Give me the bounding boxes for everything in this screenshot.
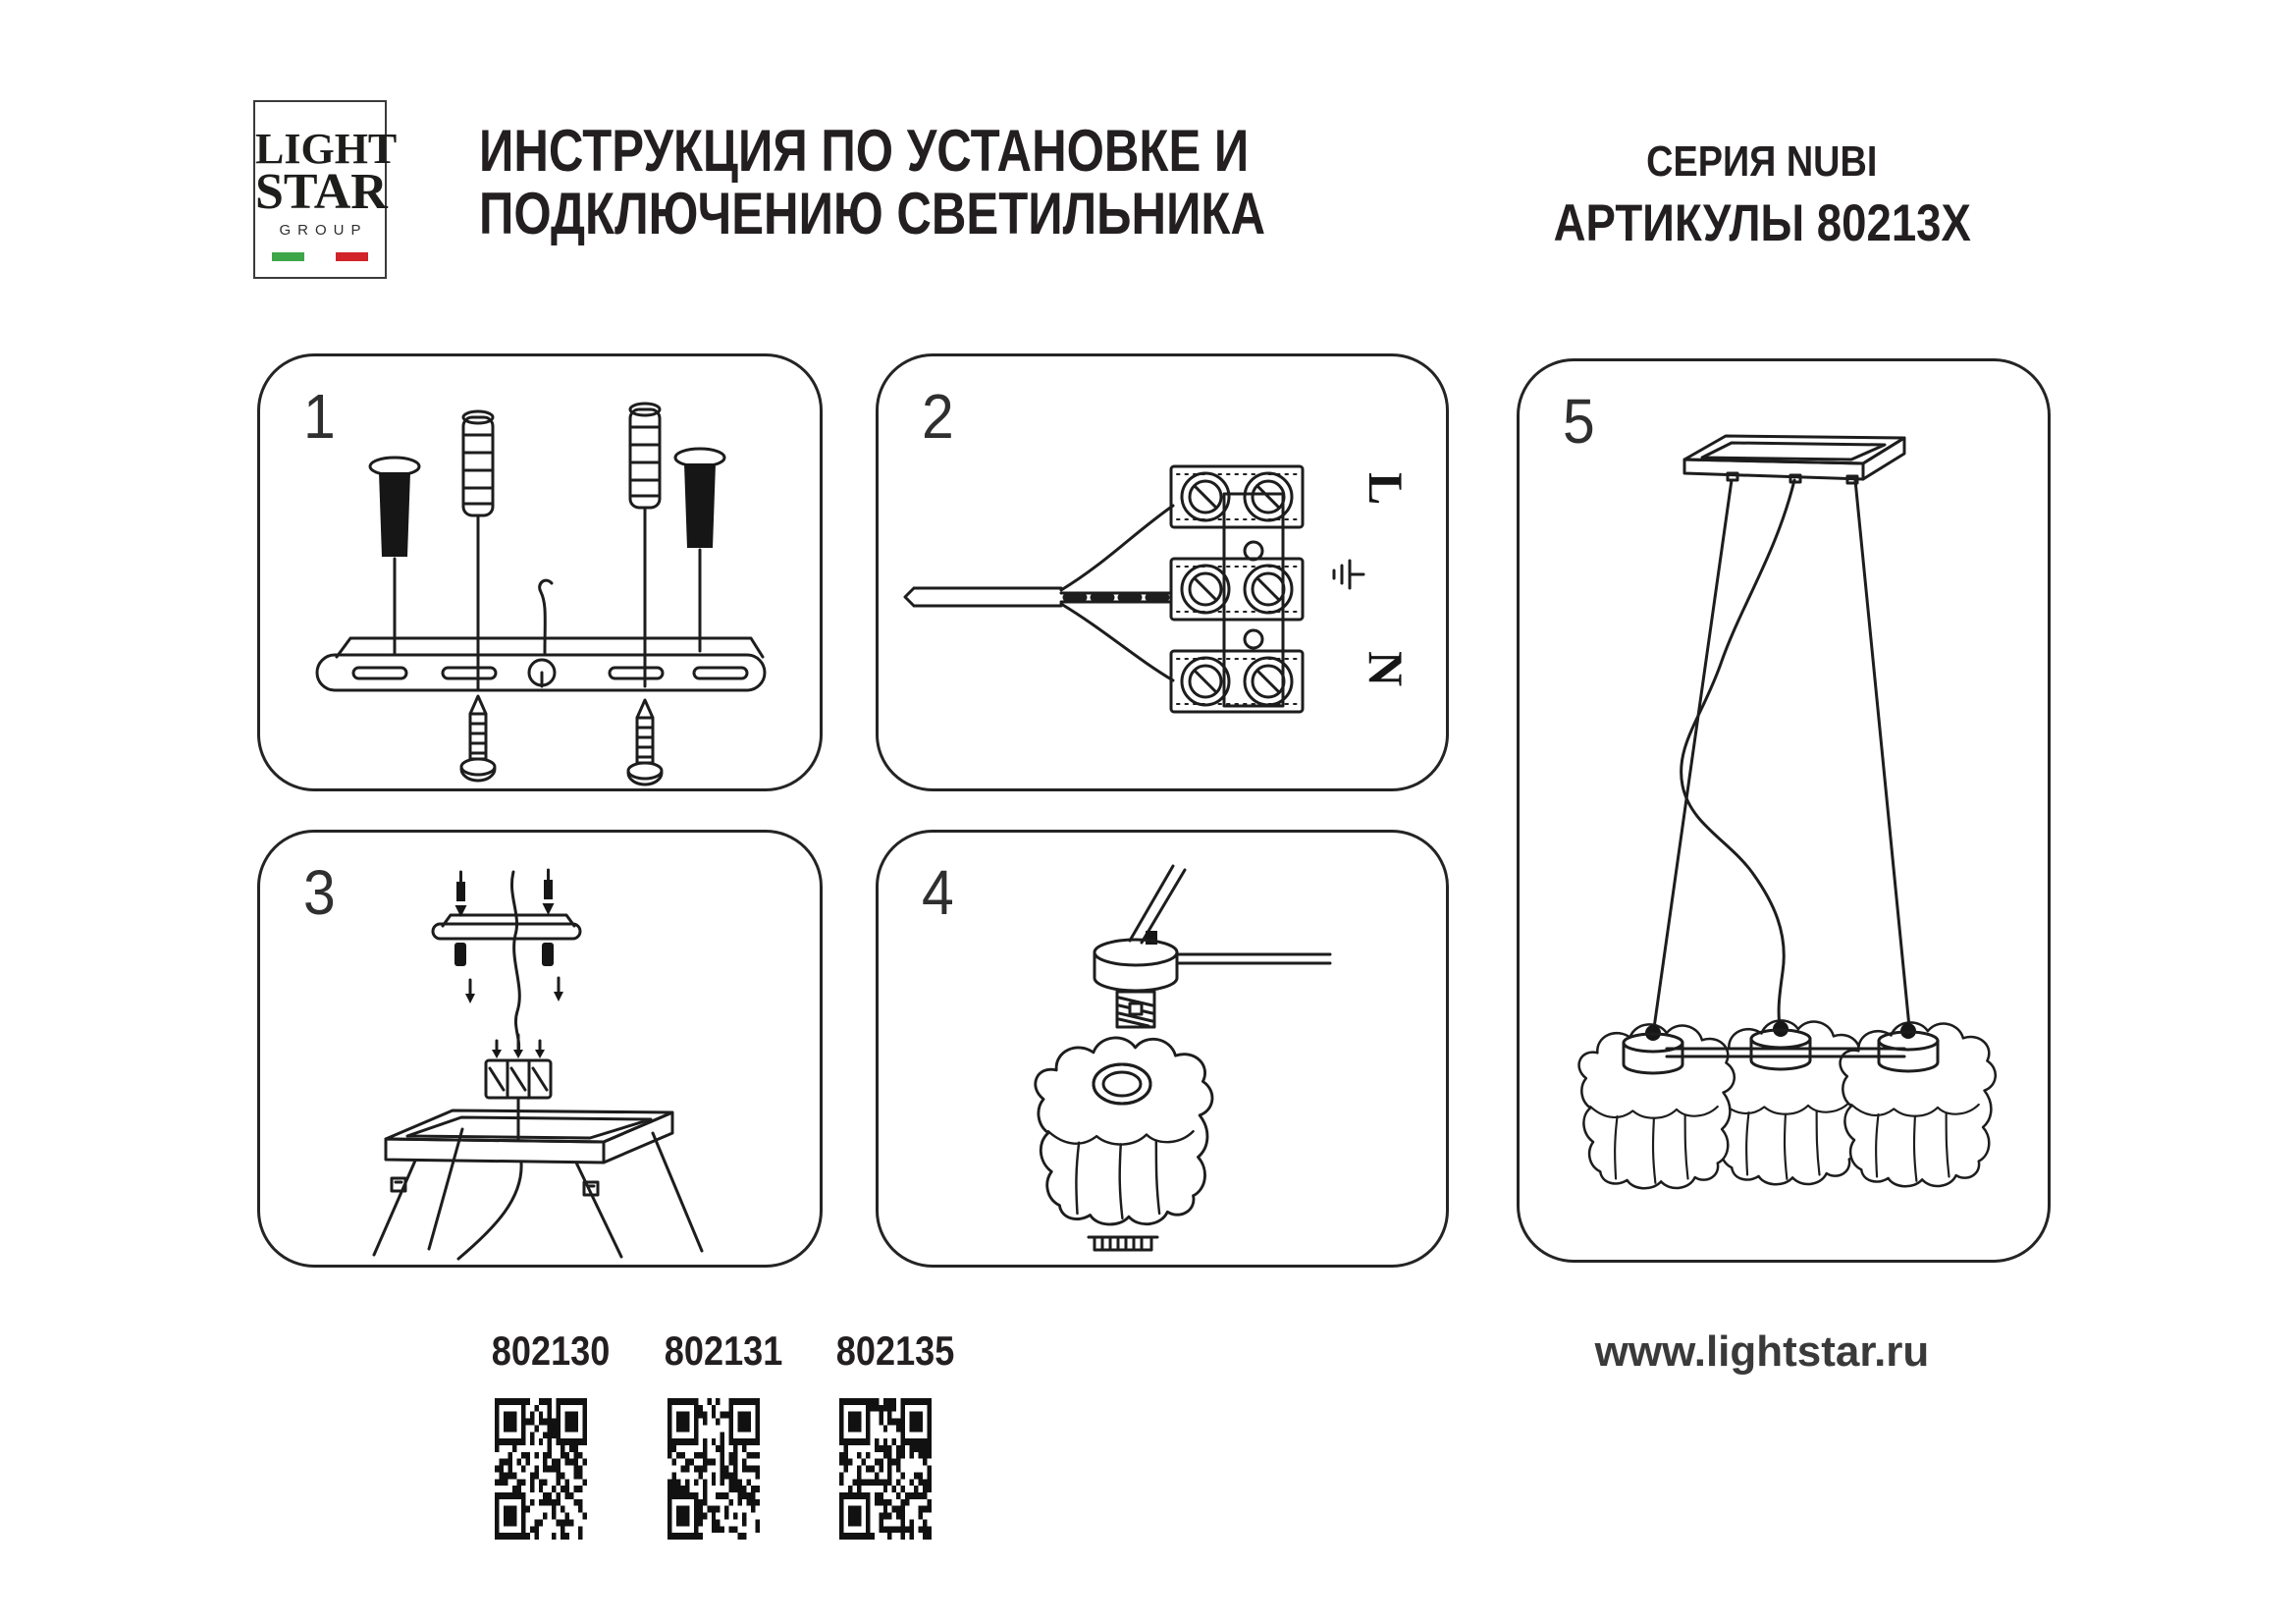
step-1-number: 1 <box>303 381 336 452</box>
qr-code <box>495 1398 587 1540</box>
series-label: СЕРИЯ NUBI <box>1646 137 1878 186</box>
series-block <box>1472 137 2052 253</box>
step-4-diagram-shade-assembly <box>879 833 1446 1265</box>
article-number: 802130 <box>491 1327 611 1374</box>
step-2-panel <box>876 353 1449 791</box>
step-2-number: 2 <box>922 381 954 452</box>
article-number: 802131 <box>664 1327 783 1374</box>
logo-word-light: LIGHT <box>255 125 398 173</box>
logo-word-group: GROUP <box>279 222 368 239</box>
title-line-1: ИНСТРУКЦИЯ ПО УСТАНОВКЕ И <box>479 118 1250 184</box>
line-terminal-label: L <box>1359 472 1414 506</box>
earth-ground-icon <box>1334 561 1363 588</box>
flag-green-stripe <box>272 252 304 261</box>
logo-word-star: STAR <box>255 164 388 220</box>
articles-label: АРТИКУЛЫ 80213X <box>1553 194 1971 252</box>
step-5-diagram-assembled-pendant <box>1520 361 2048 1260</box>
title-line-2: ПОДКЛЮЧЕНИЮ СВЕТИЛЬНИКА <box>479 181 1265 246</box>
step-1-diagram-mounting-bar <box>260 356 820 788</box>
qr-code <box>839 1398 932 1540</box>
italian-flag-icon <box>272 252 368 261</box>
step-3-number: 3 <box>303 857 336 928</box>
step-3-panel <box>257 830 823 1268</box>
page-title <box>479 120 1438 245</box>
neutral-terminal-label: N <box>1359 651 1414 687</box>
lightstar-logo <box>253 100 398 279</box>
article-number: 802135 <box>835 1327 955 1374</box>
step-5-number: 5 <box>1563 386 1595 457</box>
step-2-diagram-terminal-wiring <box>879 356 1446 788</box>
flag-white-stripe <box>304 252 337 261</box>
step-4-panel <box>876 830 1449 1268</box>
website-url: www.lightstar.ru <box>1594 1327 1930 1376</box>
step-1-panel <box>257 353 823 791</box>
step-4-number: 4 <box>922 857 954 928</box>
step-3-diagram-canopy-connection <box>260 833 820 1265</box>
flag-red-stripe <box>336 252 368 261</box>
step-5-panel <box>1517 358 2051 1263</box>
qr-code <box>667 1398 760 1540</box>
